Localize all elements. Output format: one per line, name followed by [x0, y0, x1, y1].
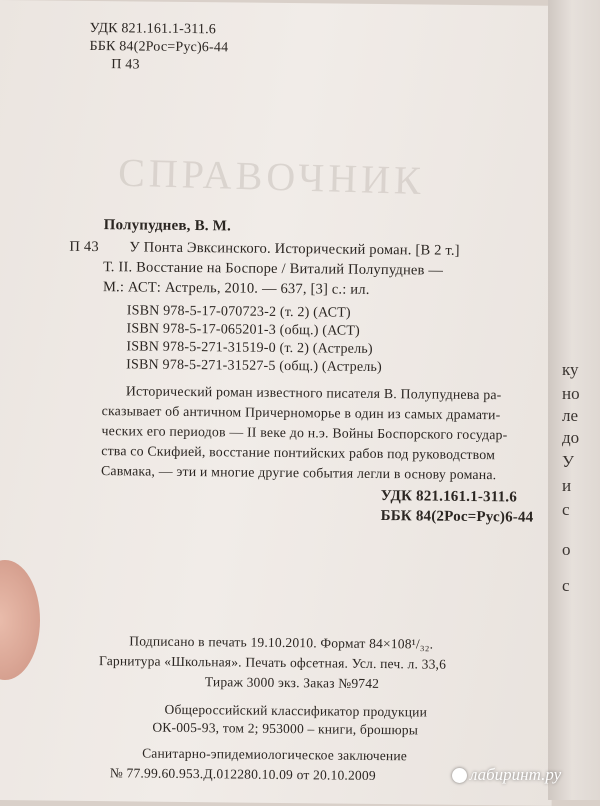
imprint-sanitary-title: Санитарно-эпидемиологическое заключение — [142, 745, 408, 764]
adjacent-page-fragment: У — [562, 452, 575, 471]
annotation-line: ческих его периодов — II веке до н.э. Войны Боспорского государ- — [101, 423, 508, 443]
imprint-run: Тираж 3000 экз. Заказ №9742 — [204, 674, 380, 692]
adjacent-page-fragment: но — [562, 384, 580, 403]
isbn-line: ISBN 978-5-271-31527-5 (общ.) (Астрель) — [126, 357, 383, 376]
top-author-mark: П 43 — [111, 57, 140, 73]
adjacent-page — [548, 0, 600, 800]
imprint-signed: Подписано в печать 19.10.2010. Формат 84×108¹/₃₂. — [129, 633, 434, 652]
show-through-text: СПРАВОЧНИК — [117, 149, 426, 204]
annotation-line: Исторический роман известного писателя В. Полупуднева ра- — [125, 383, 502, 403]
imprint-okp-code: ОК-005-93, том 2; 953000 – книги, брошюры — [152, 719, 419, 738]
adjacent-page-fragment: с — [562, 500, 570, 519]
entry-title-line1: У Понта Эвксинского. Исторический роман. [В 2 т.] — [129, 239, 460, 259]
isbn-line: ISBN 978-5-271-31519-0 (т. 2) (Астрель) — [126, 339, 373, 357]
isbn-line: ISBN 978-5-17-070723-2 (т. 2) (АСТ) — [126, 303, 351, 321]
classification-bbk: ББК 84(2Рос=Рус)6-44 — [380, 508, 534, 526]
annotation-line: ства со Скифией, восстание понтийских рабов под руководством — [101, 443, 496, 463]
top-udk: УДК 821.161.1-311.6 — [89, 20, 217, 38]
classification-udk: УДК 821.161.1-311.6 — [380, 488, 518, 506]
annotation-line: Савмака, — эти и многие другие события легли в основу романа. — [100, 463, 497, 483]
annotation-line: сказывает об античном Причерноморье в один из самых драмати- — [101, 403, 501, 423]
adjacent-page-fragment: с — [562, 576, 570, 595]
imprint-typeface: Гарнитура «Школьная». Печать офсетная. Усл. печ. л. 33,6 — [99, 653, 447, 672]
imprint-okp-title: Общероссийский классификатор продукции — [164, 701, 428, 720]
isbn-line: ISBN 978-5-17-065201-3 (общ.) (АСТ) — [126, 321, 361, 339]
entry-author: Полупуднев, В. М. — [103, 217, 232, 235]
adjacent-page-fragment: о — [562, 540, 571, 559]
adjacent-page-fragment: ку — [562, 360, 579, 379]
adjacent-page-fragment: и — [562, 476, 572, 495]
entry-mark: П 43 — [69, 238, 99, 256]
watermark: лабиринт.ру — [470, 765, 562, 784]
adjacent-page-fragment: до — [562, 428, 580, 447]
adjacent-page-fragment: ле — [562, 406, 579, 425]
entry-title-line2: Т. II. Восстание на Боспоре / Виталий Полупуднев — — [103, 259, 444, 279]
labirint-logo-icon — [452, 768, 467, 783]
top-bbk: ББК 84(2Рос=Рус)6-44 — [89, 38, 229, 56]
imprint-sanitary-number: № 77.99.60.953.Д.012280.10.09 от 20.10.2009 — [109, 765, 376, 783]
entry-imprint: М.: АСТ: Астрель, 2010. — 637, [3] с.: ил. — [102, 279, 370, 298]
